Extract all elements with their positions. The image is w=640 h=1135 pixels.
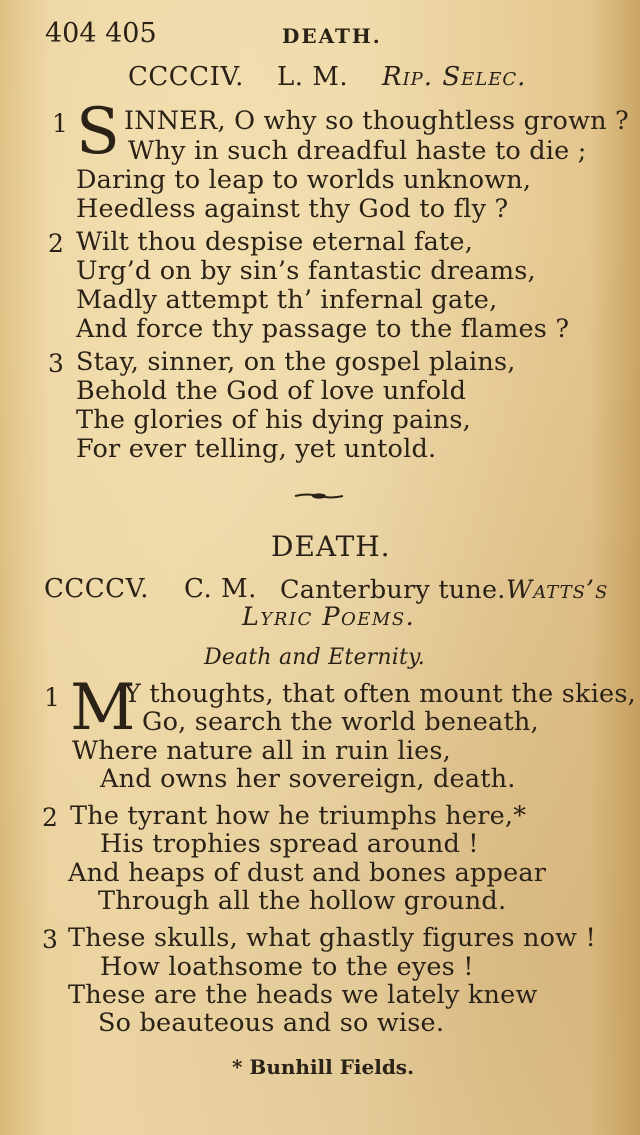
hymn-author: Watts’s [506,575,609,605]
section-title: DEATH. [271,530,391,563]
verse-line: Madly attempt th’ infernal gate, [76,285,498,315]
verse-line: Go, search the world beneath, [142,707,539,737]
running-title: DEATH. [282,24,382,48]
verse-line: For ever telling, yet untold. [76,434,437,464]
verse-line: And heaps of dust and bones appear [68,858,547,888]
verse-line: And force thy passage to the flames ? [76,314,570,344]
verse-line: Through all the hollow ground. [98,886,507,916]
verse-line: Urg’d on by sin’s fantastic dreams, [76,256,536,286]
verse-line: So beauteous and so wise. [98,1008,445,1038]
verse-line: Behold the God of love unfold [76,376,467,406]
verse-line: Why in such dreadful haste to die ; [128,136,587,166]
verse-line: Wilt thou despise eternal fate, [76,227,474,257]
verse-line: The tyrant how he triumphs here,* [70,801,527,831]
verse-line: Stay, sinner, on the gospel plains, [76,347,516,377]
drop-cap: S [76,95,120,169]
stanza-number: 3 [48,349,64,378]
drop-cap: M [70,671,136,745]
hymn-meter: C. M. [184,574,257,604]
hymn-source: Rip. Selec. [382,62,527,92]
verse-line: And owns her sovereign, death. [100,764,516,794]
verse-line: INNER, O why so thoughtless grown ? [124,106,629,136]
verse-line: Heedless against thy God to fly ? [76,194,509,224]
footnote: * Bunhill Fields. [232,1055,415,1079]
verse-line: How loathsome to the eyes ! [100,952,474,982]
verse-line: These are the heads we lately knew [68,980,538,1010]
verse-line: His trophies spread around ! [100,829,479,859]
stanza-number: 1 [44,683,60,712]
hymn-number: CCCCV. [44,574,150,604]
hymn-source: Lyric Poems. [242,602,416,632]
hymn-number: CCCCIV. [128,62,244,92]
stanza-number: 2 [48,229,64,258]
stanza-number: 2 [42,803,58,832]
ornament-divider [295,491,343,501]
verse-line: Daring to leap to worlds unknown, [76,165,532,195]
hymn-tune: Canterbury tune. [280,575,506,605]
verse-line: Y thoughts, that often mount the skies, [124,679,636,709]
page-numbers: 404 405 [45,18,157,49]
hymn-meter: L. M. [277,62,349,92]
stanza-number: 3 [42,925,58,954]
verse-line: The glories of his dying pains, [76,405,471,435]
stanza-number: 1 [52,109,68,138]
verse-line: Where nature all in ruin lies, [72,736,451,766]
hymn-subtitle: Death and Eternity. [204,645,425,670]
verse-line: These skulls, what ghastly figures now ! [68,923,596,953]
